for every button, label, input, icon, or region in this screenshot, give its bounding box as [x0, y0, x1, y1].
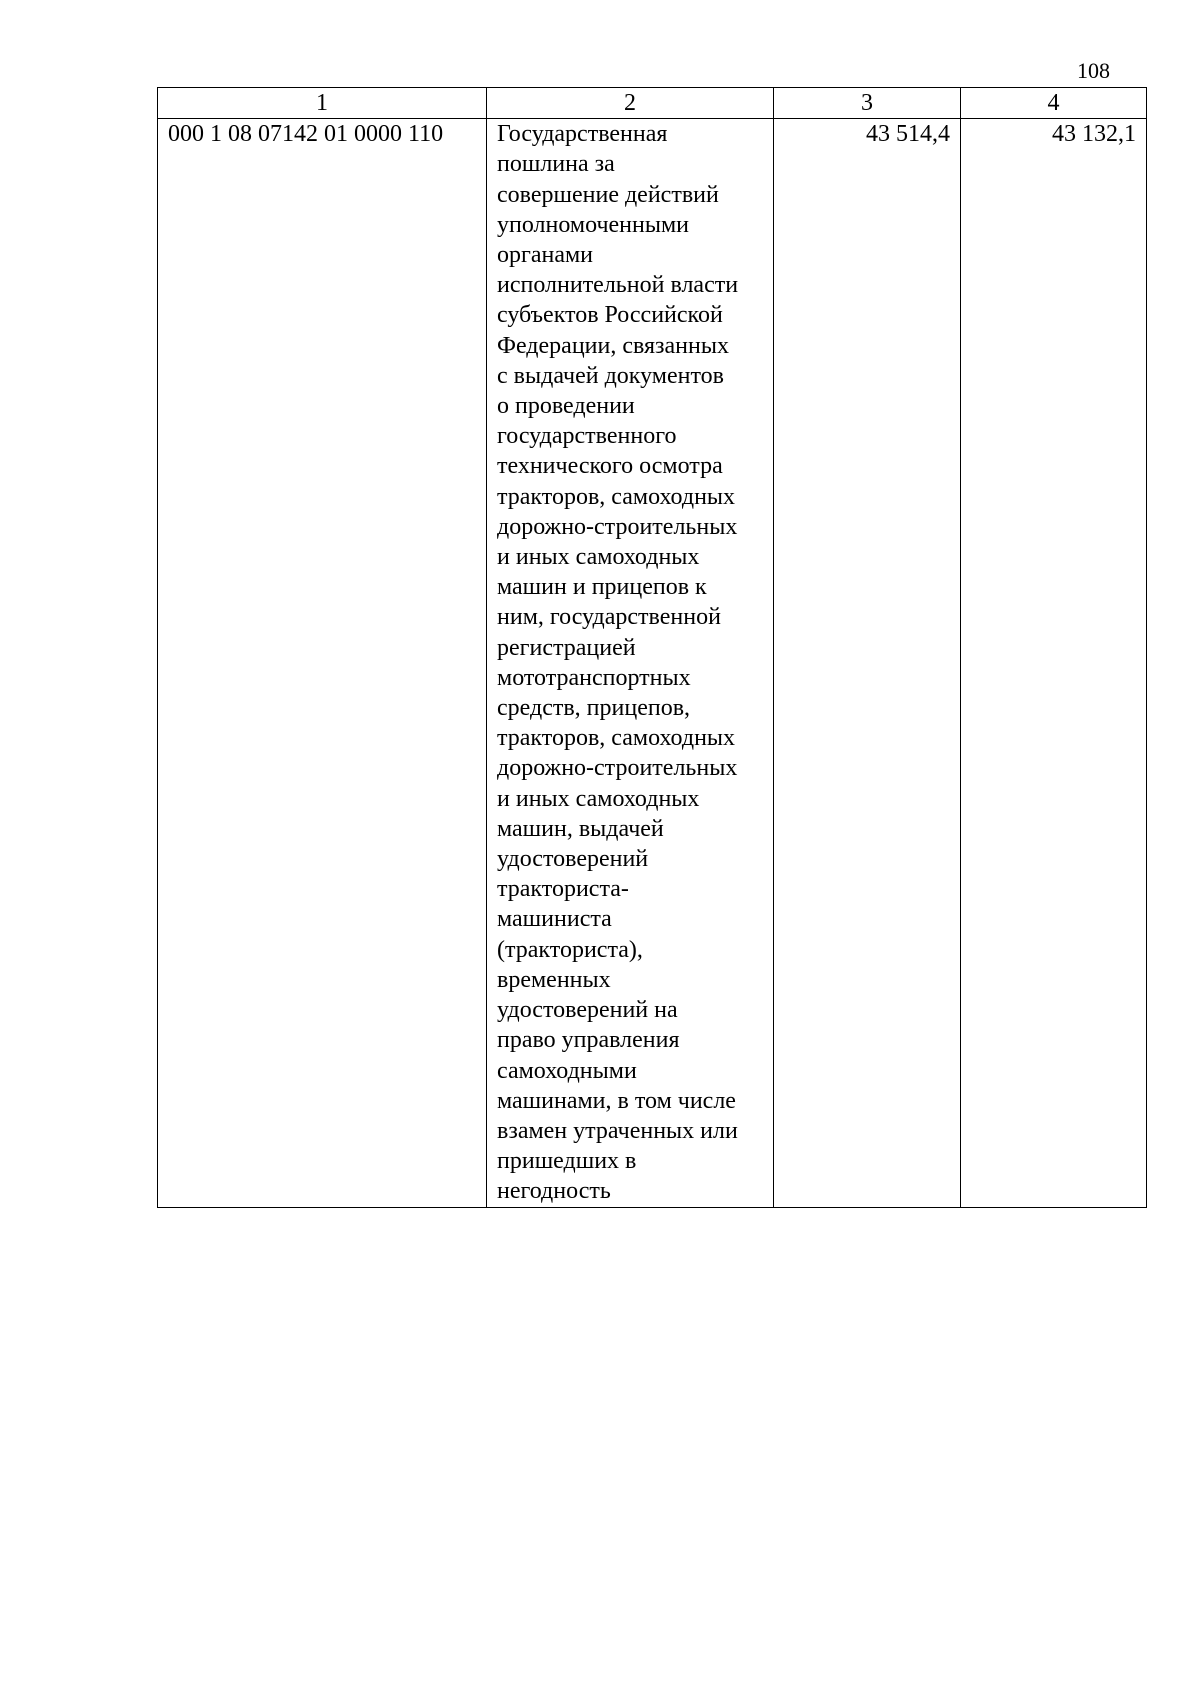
name-line: с выдачей документов [497, 362, 724, 389]
name-line: самоходными [497, 1057, 637, 1084]
name-line: машин и прицепов к [497, 574, 707, 601]
column-header-1: 1 [158, 88, 487, 119]
name-line: о проведении [497, 393, 635, 420]
value-col4-cell: 43 132,1 [961, 119, 1147, 1207]
name-line: совершение действий [497, 181, 719, 208]
name-line: машинами, в том числе [497, 1087, 736, 1114]
name-line: удостоверений на [497, 997, 678, 1024]
name-line: удостоверений [497, 846, 649, 873]
name-line: органами [497, 242, 594, 269]
value-col3-cell: 43 514,4 [774, 119, 961, 1207]
name-line: (тракториста), [497, 936, 643, 963]
name-line: временных [497, 966, 611, 993]
name-line: пришедших в [497, 1148, 637, 1175]
budget-table [157, 87, 1147, 1208]
name-line: средств, прицепов, [497, 695, 691, 722]
name-line: Государственная [497, 121, 668, 148]
revenue-name-cell [487, 119, 774, 1207]
name-line: негодность [497, 1178, 611, 1205]
table-row [158, 119, 1147, 1207]
name-line: государственного [497, 423, 677, 450]
name-line: и иных самоходных [497, 785, 700, 812]
column-header-4: 4 [961, 88, 1147, 119]
page-number: 108 [1077, 58, 1110, 83]
name-line: субъектов Российской [497, 302, 723, 329]
name-line: тракторов, самоходных [497, 725, 736, 752]
table-header-row [158, 88, 1147, 119]
name-line: и иных самоходных [497, 544, 700, 571]
column-header-3: 3 [774, 88, 961, 119]
name-line: регистрацией [497, 634, 636, 661]
name-line: взамен утраченных или [497, 1117, 738, 1144]
name-line: тракториста- [497, 876, 629, 903]
name-line: ним, государственной [497, 604, 721, 631]
name-line: тракторов, самоходных [497, 483, 736, 510]
name-line: мототранспортных [497, 664, 691, 691]
name-line: Федерации, связанных [497, 332, 729, 359]
name-line: право управления [497, 1027, 680, 1054]
column-header-2: 2 [487, 88, 774, 119]
name-line: дорожно-строительных [497, 755, 738, 782]
name-line: исполнительной власти [497, 272, 739, 299]
name-line: машиниста [497, 906, 612, 933]
revenue-code-cell: 000 1 08 07142 01 0000 110 [158, 119, 487, 1207]
name-line: машин, выдачей [497, 815, 664, 842]
name-line: технического осмотра [497, 453, 723, 480]
name-line: пошлина за [497, 151, 615, 178]
name-line: дорожно-строительных [497, 513, 738, 540]
name-line: уполномоченными [497, 211, 690, 238]
